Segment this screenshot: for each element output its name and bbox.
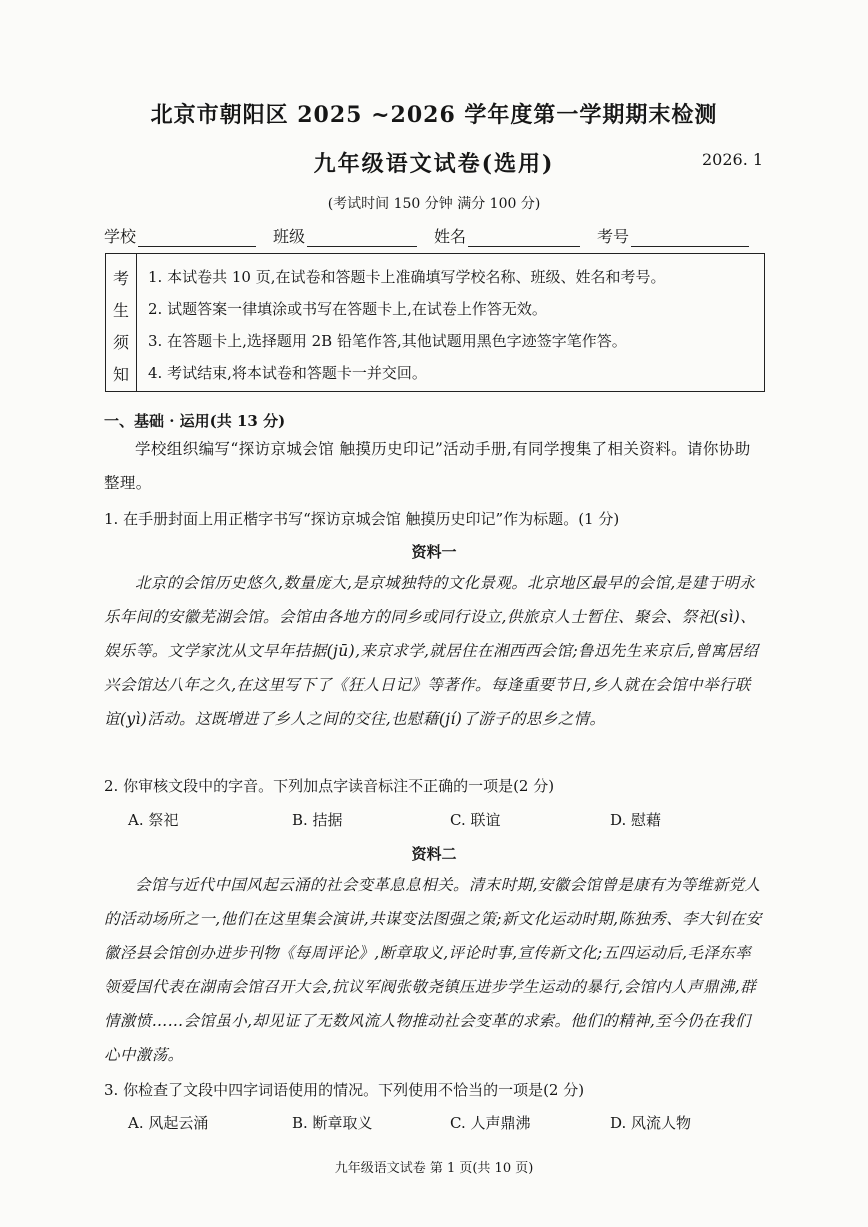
- q3-option-c[interactable]: C. 人声鼎沸: [450, 1114, 531, 1132]
- notice-header: 考 生 须 知: [106, 254, 137, 391]
- notice-item: 1. 本试卷共 10 页,在试卷和答题卡上准确填写学校名称、班级、姓名和考号。: [148, 268, 666, 286]
- exam-date: 2026. 1: [702, 150, 764, 169]
- q3-option-a[interactable]: A. 风起云涌: [128, 1114, 209, 1132]
- notice-item: 2. 试题答案一律填涂或书写在答题卡上,在试卷上作答无效。: [148, 300, 547, 318]
- student-info-fields: [104, 224, 764, 247]
- intro-paragraph: 学校组织编写“探访京城会馆 触摸历史印记”活动手册,有同学搜集了相关资料。请你协助整理。: [104, 440, 751, 492]
- question-2: 2. 你审核文段中的字音。下列加点字读音标注不正确的一项是(2 分): [104, 777, 555, 795]
- class-field[interactable]: 班级: [273, 224, 417, 247]
- q2-option-b[interactable]: B. 拮据: [292, 811, 343, 829]
- exam-subtitle: 九年级语文试卷(选用): [313, 151, 555, 177]
- question-3: 3. 你检查了文段中四字词语使用的情况。下列使用不恰当的一项是(2 分): [104, 1081, 585, 1099]
- question-1: 1. 在手册封面上用正楷字书写“探访京城会馆 触摸历史印记”作为标题。(1 分): [104, 510, 620, 528]
- candidate-notice: [105, 253, 765, 392]
- q3-option-b[interactable]: B. 断章取义: [292, 1114, 373, 1132]
- q2-option-d[interactable]: D. 慰藉: [610, 811, 662, 829]
- material-1-title: 资料一: [411, 543, 457, 561]
- exam-title: 北京市朝阳区 2025 ~2026 学年度第一学期期末检测: [150, 102, 718, 128]
- q2-option-c[interactable]: C. 联谊: [450, 811, 501, 829]
- notice-item: 3. 在答题卡上,选择题用 2B 铅笔作答,其他试题用黑色字迹签字笔作答。: [148, 332, 627, 350]
- q3-option-d[interactable]: D. 风流人物: [610, 1114, 692, 1132]
- name-field[interactable]: 姓名: [434, 224, 580, 247]
- section-heading: 一、基础 · 运用(共 13 分): [104, 412, 286, 430]
- exam-number-field[interactable]: 考号: [597, 224, 749, 247]
- page-footer: 九年级语文试卷 第 1 页(共 10 页): [334, 1161, 534, 1176]
- material-1-text: 北京的会馆历史悠久,数量庞大,是京城独特的文化景观。北京地区最早的会馆,是建于明永乐年间的安徽芜湖会馆。会馆由各地方的同乡或同行设立,供旅京人士暂住、聚会、祭祀(sì)、娱乐等。文学家沈从文早年拮据(jū),来京求学,就居住在湘西西会馆;鲁迅先生来京后,曾寓居绍兴会馆达八年之久,在这里写下了《狂人日记》等著作。每逢重要节日,乡人就在会馆中举行联谊(yì)活动。这既增进了乡人之间的交往,也慰藉(jí)了游子的思乡之情。: [104, 574, 759, 728]
- notice-item: 4. 考试结束,将本试卷和答题卡一并交回。: [148, 364, 427, 382]
- q2-option-a[interactable]: A. 祭祀: [128, 811, 179, 829]
- time-limit: (考试时间 150 分钟 满分 100 分): [327, 196, 541, 212]
- material-2-text: 会馆与近代中国风起云涌的社会变革息息相关。清末时期,安徽会馆曾是康有为等维新党人的活动场所之一,他们在这里集会演讲,共谋变法图强之策;新文化运动时期,陈独秀、李大钊在安徽泾县会馆创办进步刊物《每周评论》,断章取义,评论时事,宣传新文化;五四运动后,毛泽东率领爱国代表在湖南会馆召开大会,抗议军阀张敬尧镇压进步学生运动的暴行,会馆内人声鼎沸,群情激愤……会馆虽小,却见证了无数风流人物推动社会变革的求索。他们的精神,至今仍在我们心中激荡。: [104, 876, 762, 1064]
- material-2-title: 资料二: [411, 845, 457, 863]
- school-field[interactable]: 学校: [104, 224, 256, 247]
